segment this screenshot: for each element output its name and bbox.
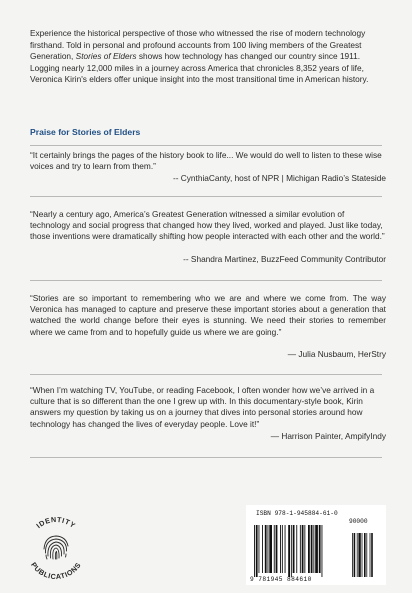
quote-3-attribution: — Julia Nusbaum, HerStry xyxy=(287,349,386,359)
barcode-bar xyxy=(276,525,278,573)
barcode-addon-bar xyxy=(366,533,367,577)
barcode-bar xyxy=(280,525,281,573)
barcode-addon-bar xyxy=(371,533,373,577)
divider xyxy=(30,196,382,197)
description-book-title: Stories of Elders xyxy=(75,51,137,62)
barcode-bar xyxy=(322,525,323,577)
quote-3-text: “Stories are so important to remembering who we are and where we come from. The way Veronica has managed to capture and preserve these important stories about a generation that watched the world change before their eyes is stunning. We need their stories to remember where we came from and to hopefully guide us where we are going.” xyxy=(30,293,386,337)
isbn-barcode xyxy=(246,505,386,585)
barcode-bar xyxy=(311,525,313,573)
quote-1-text: “It certainly brings the pages of the history book to life... We would do well to listen to these wise voices and try to learn from them.” xyxy=(30,150,382,172)
barcode-bar xyxy=(315,525,318,573)
barcode-bar xyxy=(265,525,267,573)
logo-bottom-text: PUBLICATIONS xyxy=(29,560,83,582)
barcode-addon-bar xyxy=(354,533,356,577)
logo-top-text: IDENTITY xyxy=(34,514,78,531)
publisher-logo xyxy=(20,512,92,584)
barcode-bar xyxy=(288,525,290,577)
description-text-end: shows how technology has changed our country since 1911. Logging nearly 12,000 miles in a journey across America that chronicles 8,352 years of life, Veronica Kirin's elders offer unique insight into the most transitional time in American history. xyxy=(30,51,369,85)
barcode-addon-bar xyxy=(357,533,358,577)
praise-heading: Praise for Stories of Elders xyxy=(30,127,141,137)
barcode-addon-bar xyxy=(358,533,360,577)
quote-1-attribution: -- CynthiaCanty, host of NPR | Michigan Radio’s Stateside xyxy=(172,173,386,183)
barcode-bar xyxy=(274,525,275,573)
barcode-bar xyxy=(308,525,310,573)
divider xyxy=(30,280,382,281)
barcode-bar xyxy=(296,525,297,573)
barcode-bar xyxy=(291,525,292,577)
barcode-bar xyxy=(302,525,304,573)
price-code: 90000 xyxy=(349,518,368,525)
barcode-bar xyxy=(254,525,255,577)
divider xyxy=(30,457,382,458)
barcode-bar xyxy=(319,525,321,573)
quote-2-attribution: -- Shandra Martinez, BuzzFeed Community Contributor xyxy=(183,254,386,264)
barcode-bar xyxy=(300,525,301,573)
divider xyxy=(30,145,382,146)
barcode-bar xyxy=(256,525,258,577)
barcode-addon-bar xyxy=(370,533,371,577)
barcode-bar xyxy=(293,525,295,573)
book-description xyxy=(30,28,386,86)
barcode-digits: 9 781945 884610 xyxy=(250,576,312,583)
barcode-addon-bar xyxy=(364,533,366,577)
quote-4-attribution: — Harrison Painter, AmpifyIndy xyxy=(270,431,386,441)
barcode-bar xyxy=(262,525,263,573)
divider xyxy=(30,374,382,375)
barcode-bar xyxy=(304,525,305,573)
barcode-bars xyxy=(254,525,380,577)
isbn-label: ISBN 978-1-945884-61-0 xyxy=(256,510,338,517)
barcode-bar xyxy=(259,525,260,573)
barcode-addon-bar xyxy=(362,533,363,577)
barcode-bar xyxy=(285,525,286,573)
barcode-addon-bar xyxy=(352,533,353,577)
barcode-bar xyxy=(268,525,269,573)
barcode-bar xyxy=(282,525,283,573)
quote-4-text: “When I’m watching TV, YouTube, or reading Facebook, I often wonder how we’ve arrived in a culture that is so different than the one I grew up with. In this documentary-style book, Kirin answers my question by taking us on a journey that dives into personal stories around how technology has changed the lives of everyday people. Love it!” xyxy=(30,385,375,429)
description-text-start: Experience the historical perspective of those who witnessed the rise of modern technology firsthand. Told in personal and profound accounts from 100 living members of the Greatest Generation, xyxy=(30,28,366,62)
barcode-bar xyxy=(313,525,314,573)
quote-2-text: “Nearly a century ago, America’s Greatest Generation witnessed a similar evolution of technology and social progress that changed how they lived, worked and played. Just like today, those inventions were dramatically shifting how people interacted with each other and the world.” xyxy=(30,209,385,242)
barcode-bar xyxy=(269,525,272,573)
fingerprint-icon xyxy=(44,536,68,559)
